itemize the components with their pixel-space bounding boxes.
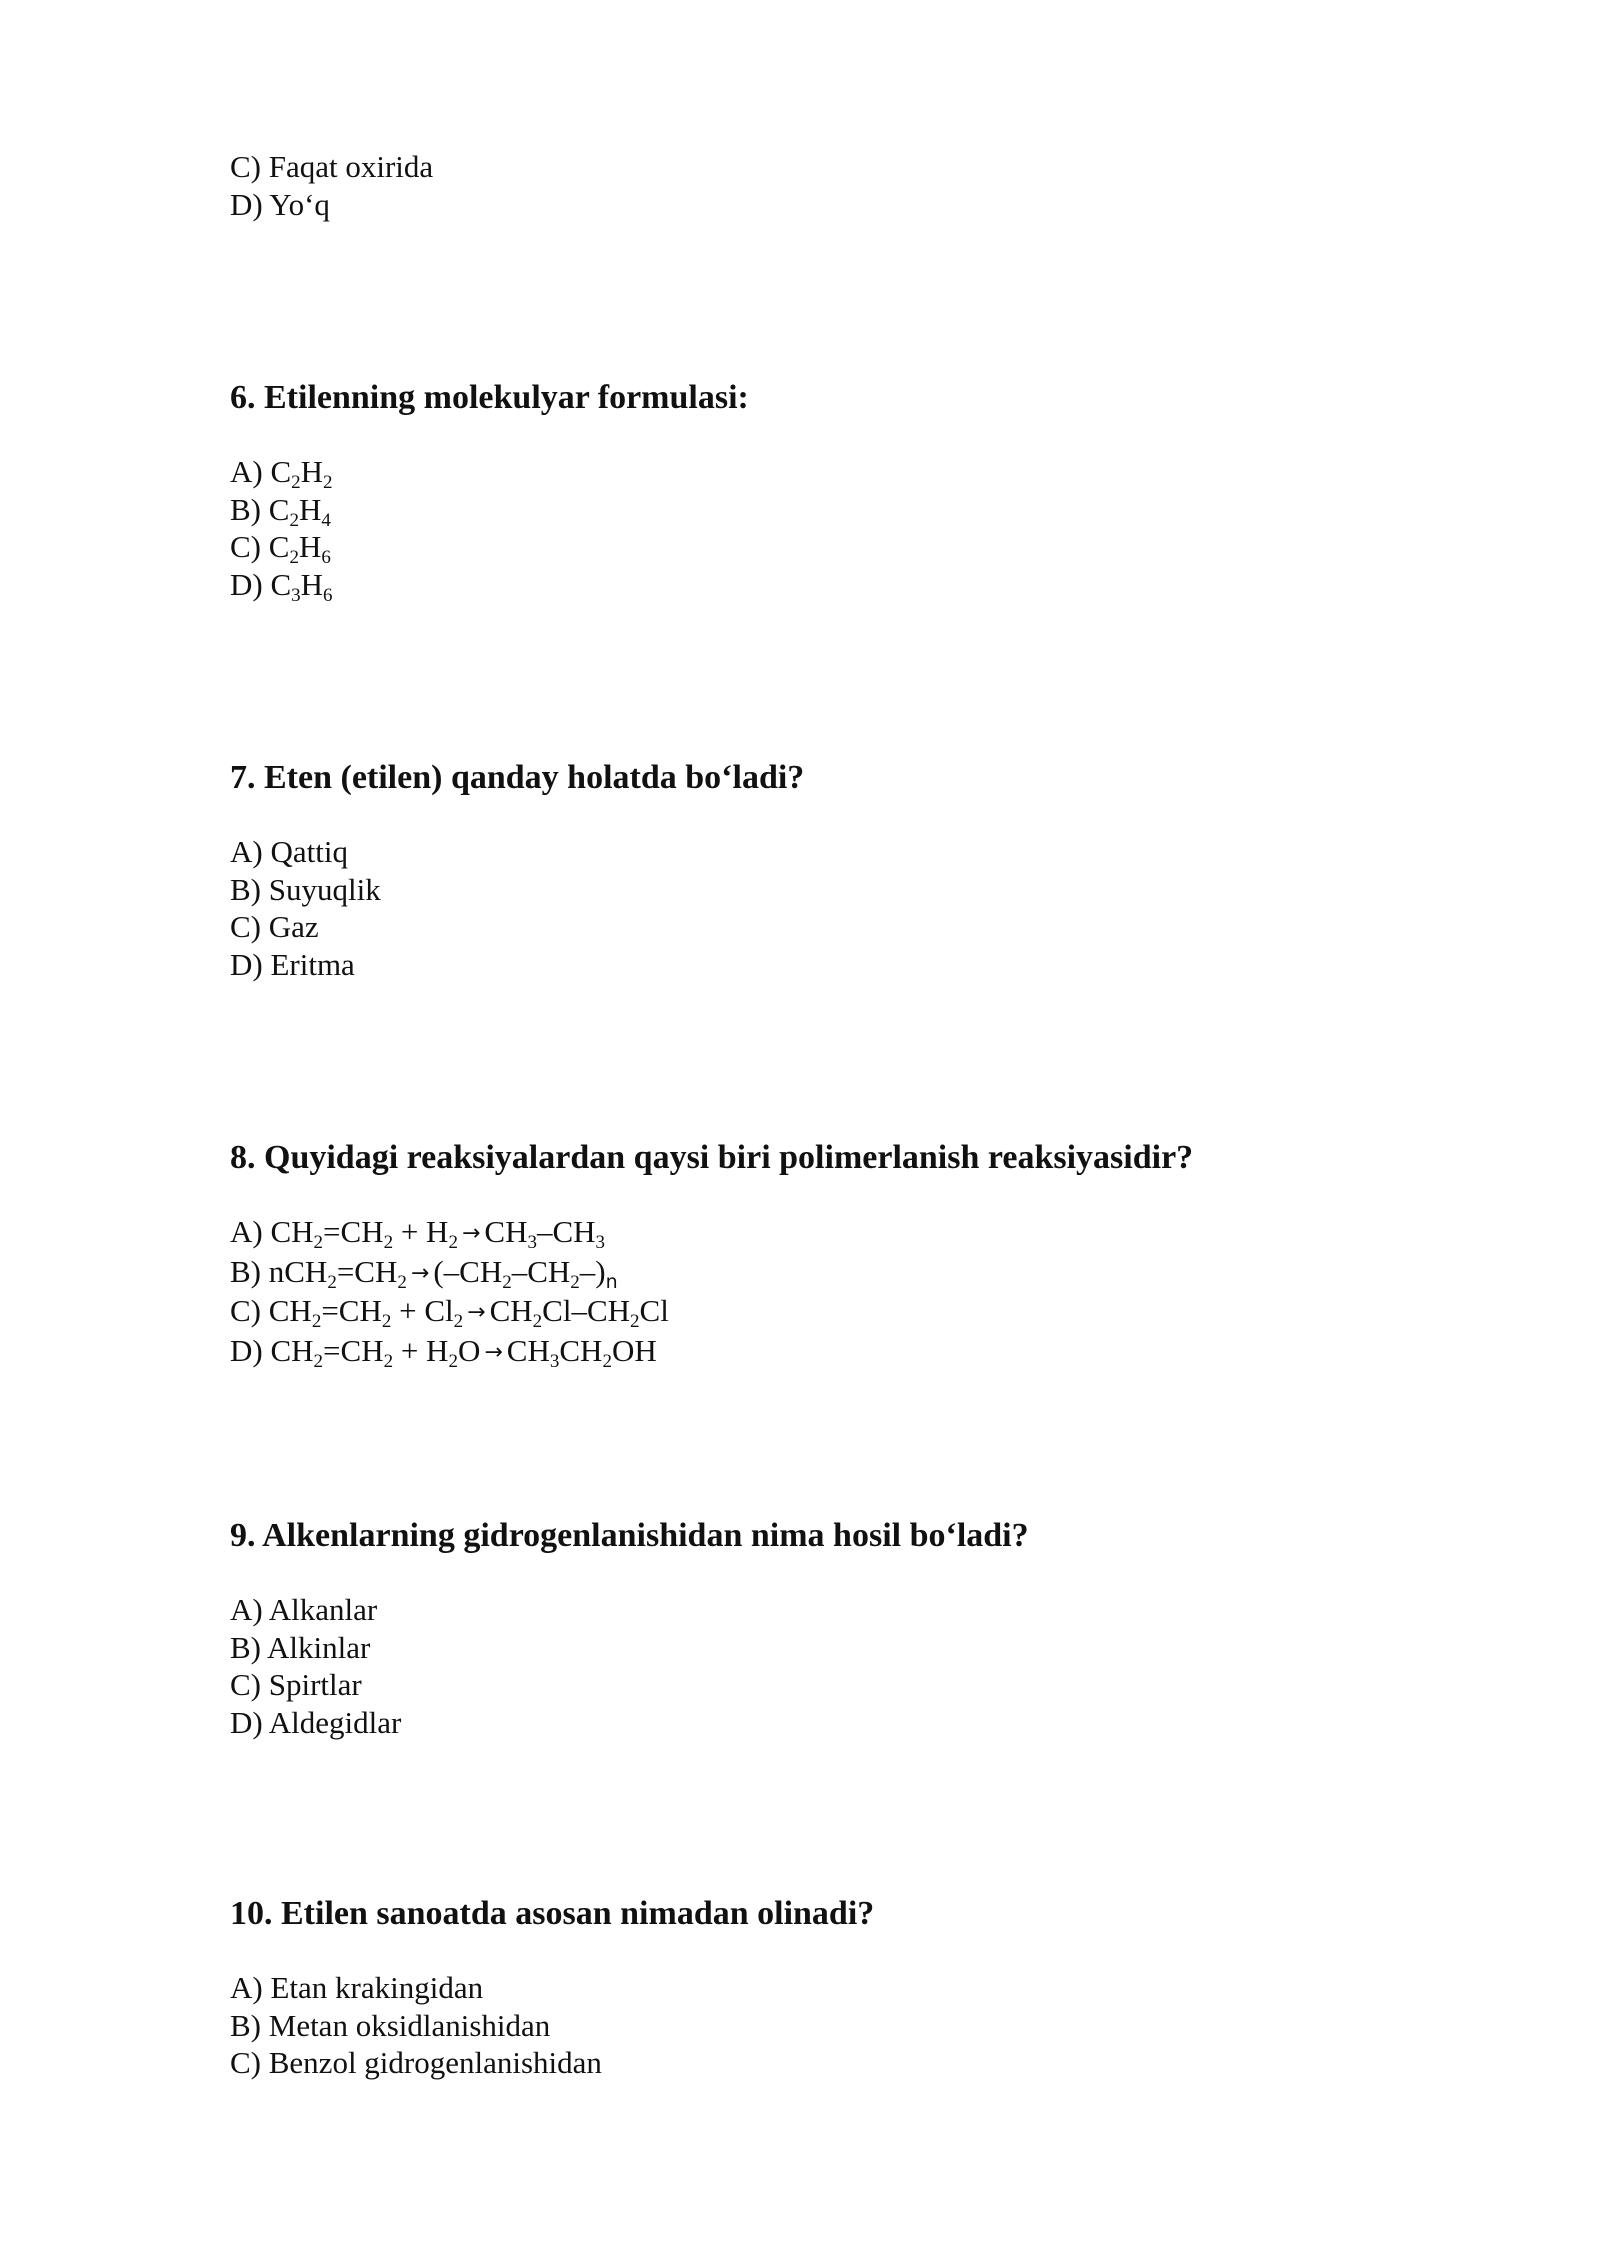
formula-part: A) CH [230, 1214, 314, 1249]
question-title: 10. Etilen sanoatda asosan nimadan olinadi? [230, 1895, 875, 1932]
formula-part: (–CH [433, 1253, 503, 1289]
option-d: D) Eritma [230, 946, 355, 982]
formula-part: 2 [313, 1232, 324, 1253]
option-c: C) Faqat oxirida [230, 149, 434, 184]
prev-question-options [230, 148, 1430, 223]
formula-part: =CH [323, 1332, 384, 1368]
option-a [230, 1213, 669, 1253]
option-d: D) $C_3H_6$ [230, 566, 333, 606]
option-c: C) $C_2H_6$ [230, 529, 331, 568]
question-8 [230, 1138, 1430, 1372]
formula-part: 2 [502, 1271, 512, 1293]
arrow-icon: → [461, 1221, 481, 1246]
formula-part: CH [489, 1293, 533, 1328]
question-title: 7. Eten (etilen) qanday holatda bo‘ladi? [230, 759, 805, 796]
formula-part: n [605, 1270, 618, 1293]
formula-part: 2 [383, 1350, 394, 1372]
option-b [230, 1253, 669, 1293]
option-c: C) Spirtlar [230, 1667, 362, 1702]
option-d: D) Yo‘q [230, 186, 330, 222]
option-a: A) Qattiq [230, 834, 348, 869]
option-b: B) Suyuqlik [230, 871, 381, 907]
arrow-icon: → [410, 1260, 430, 1286]
formula-part: –CH [511, 1253, 571, 1289]
arrow-icon: → [467, 1300, 486, 1325]
option-d: D) Aldegidlar [230, 1704, 402, 1740]
option-a: A) Alkanlar [230, 1592, 378, 1627]
formula-part: 2 [397, 1271, 407, 1293]
formula-part: 2 [630, 1311, 640, 1332]
question-6 [230, 378, 1430, 606]
formula-part: =CH [323, 1214, 384, 1249]
option-a: A) $C_2H_2$ [230, 454, 333, 493]
option-c: C) Benzol gidrogenlanishidan [230, 2045, 602, 2080]
formula-part: B) nCH [230, 1253, 328, 1289]
formula-part: 3 [527, 1232, 537, 1253]
formula-part: 2 [311, 1311, 322, 1332]
formula-part: 3 [549, 1350, 560, 1372]
formula-part: CH [559, 1332, 603, 1368]
formula-part: OH [611, 1332, 657, 1368]
option-b: B) Alkinlar [230, 1629, 371, 1665]
formula-part: 2 [448, 1350, 458, 1372]
question-title: 6. Etilenning molekulyar formulasi: [230, 379, 749, 416]
options-list [230, 1213, 669, 1371]
formula-part: 2 [313, 1350, 324, 1372]
option-b: B) Metan oksidlanishidan [230, 2007, 551, 2043]
formula-part: –CH [536, 1214, 596, 1249]
formula-part: + H [393, 1214, 449, 1249]
question-10 [230, 1894, 1430, 2080]
formula-part: + H [393, 1332, 449, 1368]
formula-part: =CH [336, 1253, 398, 1289]
formula-part: 2 [383, 1232, 394, 1253]
formula-part: CH [484, 1214, 528, 1249]
formula-part: 2 [448, 1232, 458, 1253]
option-b: B) $C_2H_4$ [230, 491, 331, 531]
formula-part: 2 [570, 1271, 580, 1293]
question-9 [230, 1516, 1430, 1740]
formula-part: CH [506, 1332, 550, 1368]
arrow-icon: → [484, 1339, 503, 1365]
options-list [230, 453, 333, 606]
option-c: C) Gaz [230, 909, 319, 944]
question-title: 9. Alkenlarning gidrogenlanishidan nima hosil bo‘ladi? [230, 1517, 1029, 1554]
formula-part: 2 [327, 1271, 337, 1293]
formula-part: –) [579, 1253, 606, 1289]
formula-part: C) CH [230, 1293, 312, 1328]
formula-part: 3 [595, 1232, 606, 1253]
formula-part: 2 [532, 1311, 543, 1332]
formula-part: O [457, 1332, 481, 1368]
formula-part: 2 [453, 1311, 464, 1332]
formula-part: Cl–CH [542, 1293, 631, 1328]
question-7 [230, 758, 1430, 982]
options-list [230, 833, 381, 983]
option-c [230, 1292, 669, 1332]
option-a: A) Etan krakingidan [230, 1970, 484, 2005]
formula-part: 2 [381, 1311, 392, 1332]
question-title: 8. Quyidagi reaksiyalardan qaysi biri polimerlanish reaksiyasidir? [230, 1139, 1194, 1176]
options-list [230, 1591, 401, 1741]
formula-part: 2 [602, 1350, 612, 1372]
option-d [230, 1332, 669, 1372]
formula-part: Cl [639, 1293, 669, 1328]
formula-part: =CH [321, 1293, 382, 1328]
formula-part: + Cl [391, 1293, 454, 1328]
formula-part: D) CH [230, 1332, 314, 1368]
options-list [230, 1969, 602, 2082]
